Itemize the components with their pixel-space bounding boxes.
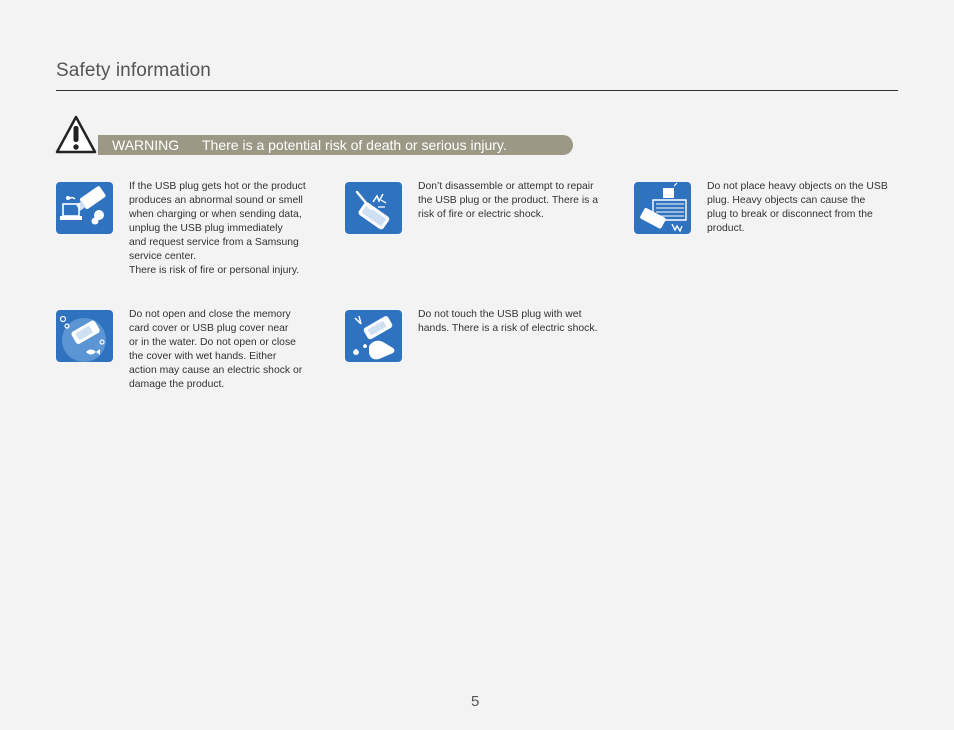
title-divider [56,90,898,91]
warning-banner [98,135,573,155]
item-text-hot-plug: If the USB plug gets hot or the product produces an abnormal sound or smell when charging or when sending data, unplug the USB plug immediately and request service from a Samsung service center. There is risk of fire or personal injury. [129,181,306,276]
hot-usb-plug-icon [56,182,113,234]
warning-label: WARNING [112,137,180,153]
wet-hands-icon [345,310,402,362]
warning-text: There is a potential risk of death or serious injury. [202,137,507,153]
water-icon [56,310,113,362]
page-number: 5 [471,693,480,710]
item-text-water: Do not open and close the memory card cover or USB plug cover near or in the water. Do not open or close the cover with wet hands. Either action may cause an electric shock or damage the product. [129,309,303,390]
disassemble-icon [345,182,402,234]
item-text-heavy-objects: Do not place heavy objects on the USB plug. Heavy objects can cause the plug to break or disconnect from the product. [707,181,888,234]
heavy-objects-icon [634,182,691,234]
page-title: Safety information [56,60,211,81]
item-text-wet-hands: Do not touch the USB plug with wet hands. There is a risk of electric shock. [418,309,598,334]
item-text-disassemble: Don’t disassemble or attempt to repair the USB plug or the product. There is a risk of fire or electric shock. [418,181,599,220]
warning-triangle-icon [55,114,97,156]
